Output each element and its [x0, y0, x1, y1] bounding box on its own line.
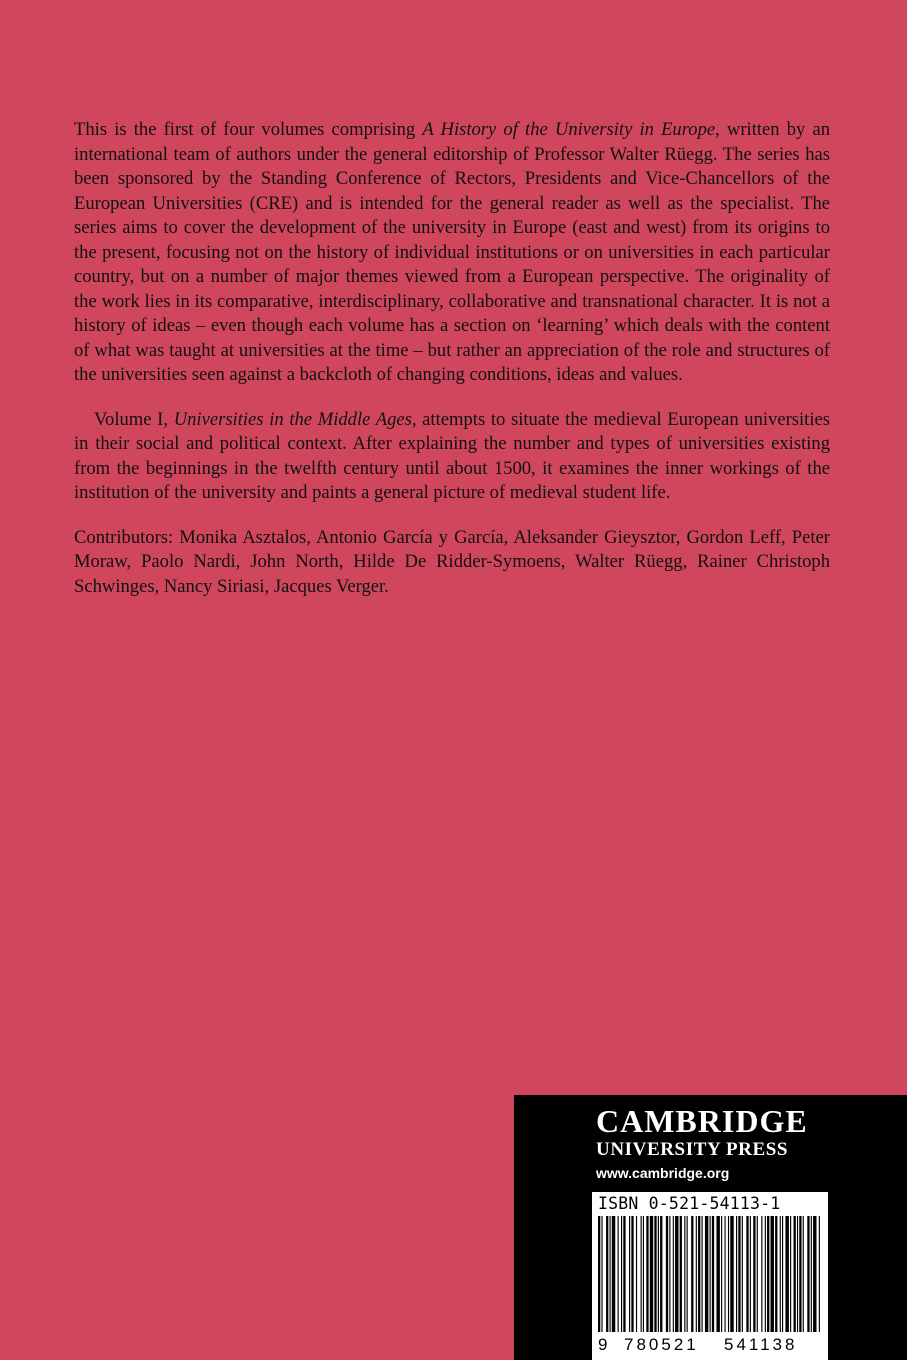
barcode-bar — [725, 1216, 726, 1332]
isbn-label: ISBN 0-521-54113-1 — [598, 1194, 781, 1213]
barcode-bar — [716, 1216, 719, 1332]
barcode-bar — [782, 1216, 783, 1332]
barcode-bar — [598, 1216, 600, 1332]
description-paragraph-1 — [74, 118, 830, 388]
barcode-bar — [636, 1216, 637, 1332]
barcode-bar — [746, 1216, 748, 1332]
barcode-bar — [803, 1216, 804, 1332]
barcode-bar — [684, 1216, 685, 1332]
barcode-bar — [807, 1216, 809, 1332]
publisher-press: UNIVERSITY PRESS — [596, 1139, 789, 1160]
barcode-bar — [643, 1216, 644, 1332]
p2-body: attempts to situate the medieval European universities in their social and political context. After explaining the number and types of universities existing from the beginnings in the twelfth century until about 1500, it examines the inner workings of the institution of the university and paints a general picture of medieval student life. — [74, 408, 830, 503]
barcode-bar — [794, 1216, 796, 1332]
barcode-bar — [610, 1216, 611, 1332]
barcode-bar — [606, 1216, 608, 1332]
barcode-bar — [691, 1216, 693, 1332]
barcode-bar — [660, 1216, 662, 1332]
barcode-bar — [780, 1216, 781, 1332]
ean-digits — [592, 1332, 828, 1358]
barcode-bar — [761, 1216, 762, 1332]
p2-lead: Volume I, — [94, 408, 174, 430]
barcode-bar — [790, 1216, 791, 1332]
p1-body: , written by an international team of authors under the general editorship of Professor Walter Rüegg. The series has been sponsored by the Standing Conference of Rectors, Presidents and Vice-Chancellors of the European Universities (CRE) and is intended for the general reader as well as the specialist. The series aims to cover the development of the university in Europe (east and west) from its origins to the present, focusing not on the history of individual institutions or on universities in each particular country, but on a number of major themes viewed from a European perspective. The originality of the work lies in its comparative, interdisciplinary, collaborative and transnational character. It is not a history of ideas – even though each volume has a section on ‘learning’ which deals with the content of what was taught at universities at the time – but rather an appreciation of the role and structures of the universities seen against a backcloth of changing conditions, ideas and values. — [74, 119, 830, 385]
barcode-bar — [675, 1216, 678, 1332]
barcode-bar — [799, 1216, 801, 1332]
barcode-bar — [721, 1216, 722, 1332]
blurb-text — [74, 118, 830, 599]
barcode-bar — [775, 1216, 777, 1332]
barcode-bar — [618, 1216, 619, 1332]
contributors-paragraph: Contributors: Monika Asztalos, Antonio García y García, Aleksander Gieysztor, Gordon Leff, Peter Moraw, Paolo Nardi, John North, Hilde De Ridder-Symoens, Walter Rüegg, Rainer Christoph Schwinges, Nancy Siriasi, Jacques Verger. — [74, 526, 830, 597]
publisher-box — [514, 1095, 907, 1360]
barcode-bar — [621, 1216, 622, 1332]
barcode-bar — [765, 1216, 766, 1332]
series-title: A History of the University in Europe — [422, 119, 716, 140]
barcode-bar — [601, 1216, 602, 1332]
ean-left-group: 780521 — [624, 1335, 699, 1354]
barcode-bar — [680, 1216, 682, 1332]
barcode-bar — [654, 1216, 656, 1332]
barcode-bar — [730, 1216, 733, 1332]
barcode-bar — [771, 1216, 774, 1332]
barcode-bar — [813, 1216, 816, 1332]
barcode-bar — [641, 1216, 642, 1332]
barcode-bar — [629, 1216, 630, 1332]
barcode-bar — [658, 1216, 659, 1332]
barcode-bar — [650, 1216, 653, 1332]
barcode-bar — [669, 1216, 670, 1332]
barcode-bar — [811, 1216, 812, 1332]
barcode-bar — [612, 1216, 615, 1332]
barcode-bar — [631, 1216, 633, 1332]
barcode-bar — [797, 1216, 798, 1332]
barcode-bar — [673, 1216, 674, 1332]
description-paragraph-2 — [74, 408, 830, 506]
ean-first-digit: 9 — [598, 1335, 608, 1354]
barcode-bars — [596, 1216, 824, 1344]
barcode-bar — [819, 1216, 820, 1332]
barcode-bar — [742, 1216, 743, 1332]
barcode-panel — [592, 1192, 828, 1360]
barcode-bar — [646, 1216, 648, 1332]
barcode-bar — [687, 1216, 688, 1332]
barcode-bar — [623, 1216, 625, 1332]
barcode-bar — [698, 1216, 700, 1332]
barcode-bar — [736, 1216, 737, 1332]
volume-title: Universities in the Middle Ages, — [173, 408, 417, 430]
barcode-bar — [702, 1216, 703, 1332]
barcode-bar — [767, 1216, 769, 1332]
publisher-name: CAMBRIDGE — [596, 1103, 808, 1139]
barcode-bar — [666, 1216, 668, 1332]
barcode-bar — [696, 1216, 697, 1332]
barcode-bar — [705, 1216, 708, 1332]
p1-lead: This is the first of four volumes comprising — [74, 119, 423, 140]
barcode-bar — [785, 1216, 788, 1332]
ean-right-group: 541138 — [724, 1335, 798, 1354]
publisher-url: www.cambridge.org — [596, 1165, 730, 1181]
barcode-bar — [712, 1216, 714, 1332]
barcode-bar — [738, 1216, 740, 1332]
barcode-bar — [757, 1216, 758, 1332]
barcode-bar — [753, 1216, 755, 1332]
barcode-bar — [750, 1216, 751, 1332]
barcode-bar — [710, 1216, 711, 1332]
barcode-bar — [728, 1216, 729, 1332]
